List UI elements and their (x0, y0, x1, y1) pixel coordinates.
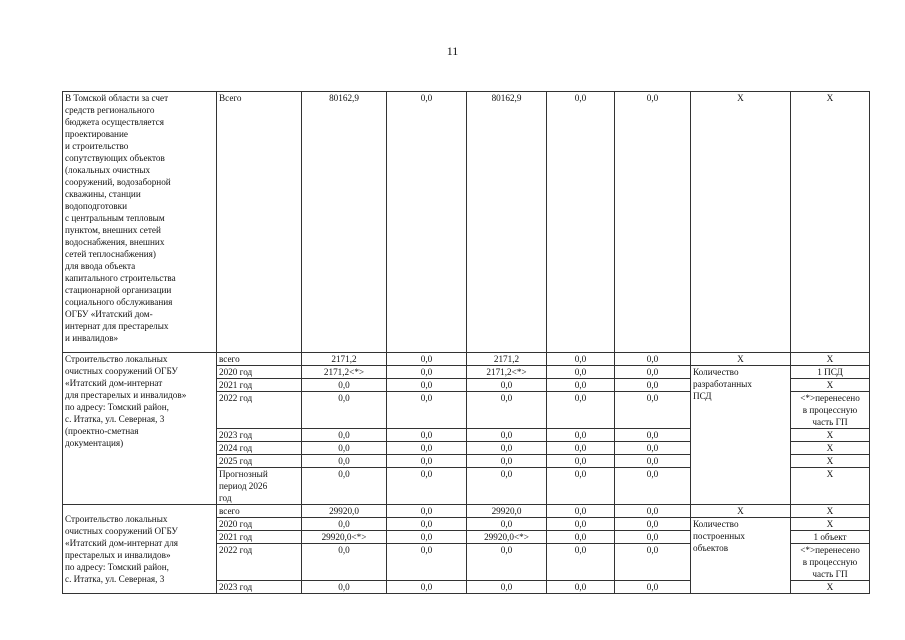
cell-value: 0,0 (302, 442, 387, 455)
cell-value: 0,0 (302, 544, 387, 581)
row-period: Всего (217, 92, 302, 353)
cell-value: 80162,9 (302, 92, 387, 353)
row-period: Прогнозный период 2026 год (217, 468, 302, 505)
indicator-value: X (791, 505, 870, 518)
cell-value: 0,0 (467, 392, 547, 429)
cell-value: 0,0 (387, 379, 467, 392)
indicator-name: Количество построенных объектов (691, 518, 791, 594)
row-description: Строительство локальных очистных сооружений ОГБУ «Итатский дом-интернат для престарелых и инвалидов» по адресу: Томский район, с. Итатка, ул. Северная, 3 (63, 505, 217, 594)
cell-value: 80162,9 (467, 92, 547, 353)
row-period: 2022 год (217, 544, 302, 581)
cell-value: 0,0 (467, 442, 547, 455)
cell-value: 0,0 (467, 544, 547, 581)
indicator-value: X (791, 455, 870, 468)
row-period: 2021 год (217, 531, 302, 544)
row-description: Строительство локальных очистных сооружений ОГБУ «Итатский дом-интернат для престарелых и инвалидов» по адресу: Томский район, с. Итатка, ул. Северная, 3 (проектно-сметная документация) (63, 353, 217, 505)
indicator-value: X (791, 92, 870, 353)
cell-value: 0,0 (387, 581, 467, 594)
cell-value: 0,0 (547, 505, 615, 518)
cell-value: 0,0 (467, 455, 547, 468)
indicator-cell: X (691, 505, 791, 518)
cell-value: 0,0 (302, 518, 387, 531)
cell-value: 0,0 (387, 92, 467, 353)
cell-value: 0,0 (615, 379, 691, 392)
cell-value: 0,0 (615, 455, 691, 468)
cell-value: 0,0 (467, 468, 547, 505)
page-number: 11 (446, 44, 459, 58)
cell-value: 0,0 (387, 468, 467, 505)
cell-value: 0,0 (302, 392, 387, 429)
cell-value: 0,0 (547, 544, 615, 581)
cell-value: 2171,2<*> (467, 366, 547, 379)
cell-value: 0,0 (302, 429, 387, 442)
cell-value: 0,0 (387, 366, 467, 379)
cell-value: 0,0 (467, 379, 547, 392)
cell-value: 0,0 (615, 366, 691, 379)
indicator-value: <*>перенесено в процессную часть ГП (791, 392, 870, 429)
cell-value: 0,0 (615, 531, 691, 544)
cell-value: 0,0 (302, 379, 387, 392)
cell-value: 0,0 (387, 429, 467, 442)
indicator-value: 1 ПСД (791, 366, 870, 379)
cell-value: 0,0 (467, 518, 547, 531)
indicator-value: X (791, 581, 870, 594)
cell-value: 0,0 (302, 581, 387, 594)
row-period: 2022 год (217, 392, 302, 429)
row-period: 2024 год (217, 442, 302, 455)
indicator-value: <*>перенесено в процессную часть ГП (791, 544, 870, 581)
indicator-value: X (791, 353, 870, 366)
row-period: 2023 год (217, 429, 302, 442)
cell-value: 0,0 (547, 581, 615, 594)
cell-value: 0,0 (615, 392, 691, 429)
indicator-value: X (791, 442, 870, 455)
budget-table (62, 91, 870, 594)
cell-value: 0,0 (615, 518, 691, 531)
indicator-cell: X (691, 353, 791, 366)
row-period: всего (217, 353, 302, 366)
cell-value: 0,0 (387, 505, 467, 518)
cell-value: 0,0 (547, 531, 615, 544)
cell-value: 0,0 (547, 518, 615, 531)
cell-value: 2171,2 (467, 353, 547, 366)
cell-value: 0,0 (387, 353, 467, 366)
cell-value: 29920,0 (302, 505, 387, 518)
indicator-value: X (791, 379, 870, 392)
cell-value: 0,0 (547, 392, 615, 429)
cell-value: 0,0 (387, 392, 467, 429)
cell-value: 0,0 (547, 442, 615, 455)
cell-value: 0,0 (387, 531, 467, 544)
table-row (63, 505, 870, 518)
row-period: 2020 год (217, 366, 302, 379)
cell-value: 0,0 (467, 581, 547, 594)
cell-value: 0,0 (302, 455, 387, 468)
cell-value: 0,0 (615, 581, 691, 594)
cell-value: 0,0 (302, 468, 387, 505)
cell-value: 0,0 (615, 92, 691, 353)
row-period: 2020 год (217, 518, 302, 531)
table-row (63, 353, 870, 366)
cell-value: 29920,0 (467, 505, 547, 518)
cell-value: 0,0 (547, 468, 615, 505)
cell-value: 0,0 (547, 429, 615, 442)
cell-value: 0,0 (387, 442, 467, 455)
row-period: 2025 год (217, 455, 302, 468)
cell-value: 0,0 (615, 505, 691, 518)
indicator-value: X (791, 468, 870, 505)
cell-value: 0,0 (615, 468, 691, 505)
cell-value: 0,0 (387, 518, 467, 531)
row-period: 2021 год (217, 379, 302, 392)
cell-value: 29920,0<*> (302, 531, 387, 544)
indicator-value: 1 объект (791, 531, 870, 544)
cell-value: 0,0 (387, 544, 467, 581)
table-row (63, 92, 870, 353)
cell-value: 0,0 (615, 429, 691, 442)
cell-value: 0,0 (547, 455, 615, 468)
cell-value: 0,0 (615, 442, 691, 455)
indicator-value: X (791, 518, 870, 531)
cell-value: 2171,2<*> (302, 366, 387, 379)
cell-value: 0,0 (615, 544, 691, 581)
cell-value: 0,0 (387, 455, 467, 468)
cell-value: 2171,2 (302, 353, 387, 366)
indicator-name: Количество разработанных ПСД (691, 366, 791, 505)
cell-value: 0,0 (547, 353, 615, 366)
cell-value: 0,0 (547, 379, 615, 392)
row-period: всего (217, 505, 302, 518)
cell-value: 0,0 (615, 353, 691, 366)
cell-value: 29920,0<*> (467, 531, 547, 544)
indicator-cell: X (691, 92, 791, 353)
row-period: 2023 год (217, 581, 302, 594)
indicator-value: X (791, 429, 870, 442)
cell-value: 0,0 (547, 366, 615, 379)
cell-value: 0,0 (547, 92, 615, 353)
row-description: В Томской области за счет средств регионального бюджета осуществляется проектирование и строительство сопутствующих объектов (локальных очистных сооружений, водозаборной скважины, станции водоподготовки с центральным тепловым пунктом, внешних сетей водоснабжения, внешних сетей теплоснабжения) для ввода объекта капитального строительства стационарной организации социального обслуживания ОГБУ «Итатский дом- интернат для престарелых и инвалидов» (63, 92, 217, 353)
cell-value: 0,0 (467, 429, 547, 442)
